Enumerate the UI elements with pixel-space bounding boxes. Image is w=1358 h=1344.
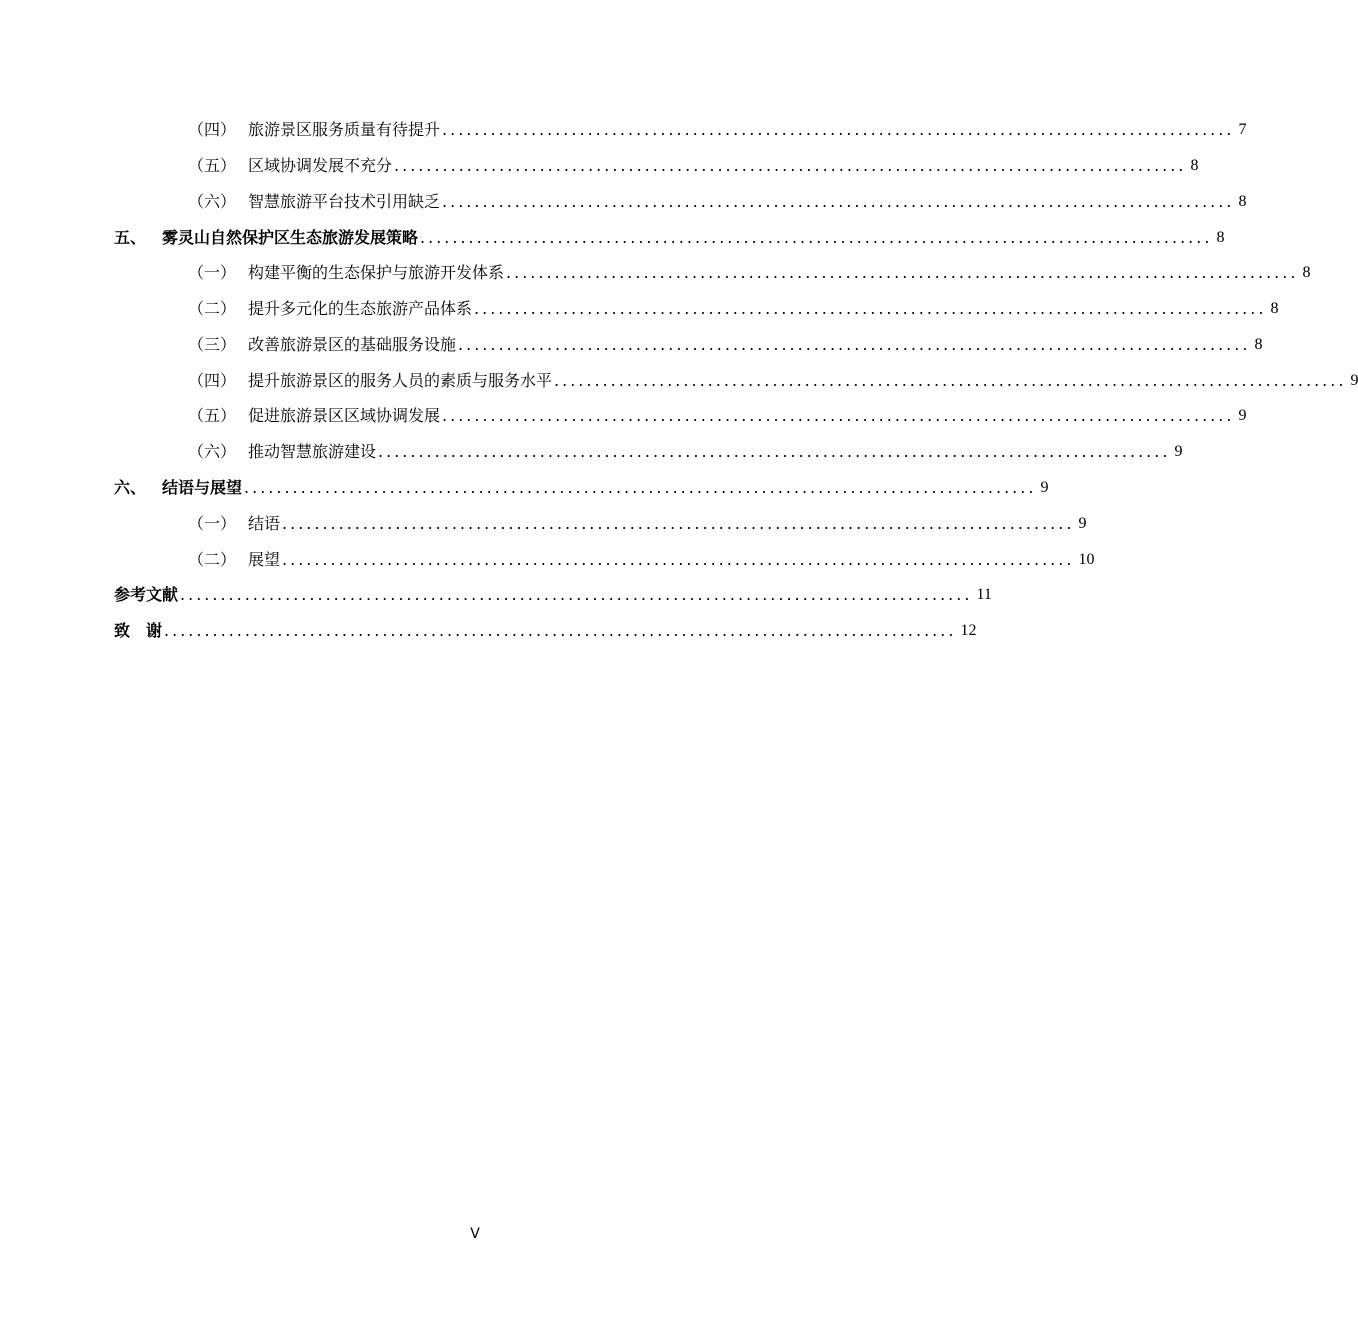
toc-dot-leader: ..................................................................................................: [554, 371, 1347, 390]
toc-entry[interactable]: [188, 510, 1087, 534]
toc-entry-page: 9: [1174, 443, 1183, 460]
toc-entry-title: 推动智慧旅游建设: [248, 442, 377, 461]
toc-dot-leader: ..................................................................................................: [164, 621, 957, 640]
toc-entry-page: 9: [1350, 372, 1358, 389]
toc-dot-leader: ..................................................................................................: [442, 406, 1235, 425]
toc-entry[interactable]: [188, 295, 1279, 319]
toc-entry[interactable]: [114, 617, 977, 641]
toc-entry-number: （四）: [188, 120, 237, 139]
toc-entry-title: 提升旅游景区的服务人员的素质与服务水平: [248, 371, 553, 390]
toc-entry-page: 12: [960, 622, 977, 639]
toc-entry-number: （二）: [188, 299, 237, 318]
toc-entry-number: （一）: [188, 263, 237, 282]
toc-entry-number: （六）: [188, 442, 237, 461]
toc-dot-leader: ..................................................................................................: [394, 156, 1187, 175]
toc-entry[interactable]: [114, 581, 992, 605]
toc-dot-leader: ..................................................................................................: [442, 120, 1235, 139]
toc-entry-page: 9: [1078, 515, 1087, 532]
toc-entry-title: 构建平衡的生态保护与旅游开发体系: [248, 263, 505, 282]
toc-entry-title: 雾灵山自然保护区生态旅游发展策略: [162, 228, 419, 247]
toc-entry-number: 六、: [114, 478, 147, 497]
toc-entry-title: 促进旅游景区区域协调发展: [248, 406, 441, 425]
toc-entry-number: （一）: [188, 514, 237, 533]
toc-entry-number: （二）: [188, 550, 237, 569]
toc-entry[interactable]: [114, 224, 1225, 248]
toc-dot-leader: ..................................................................................................: [244, 478, 1037, 497]
toc-entry-page: 8: [1254, 336, 1263, 353]
toc-entry-number: （五）: [188, 406, 237, 425]
toc-entry[interactable]: [188, 402, 1247, 426]
toc-dot-leader: ..................................................................................................: [474, 299, 1267, 318]
toc-dot-leader: ..................................................................................................: [282, 514, 1075, 533]
toc-dot-leader: ..................................................................................................: [180, 585, 973, 604]
toc-dot-leader: ..................................................................................................: [442, 192, 1235, 211]
toc-entry-title: 提升多元化的生态旅游产品体系: [248, 299, 473, 318]
toc-dot-leader: ..................................................................................................: [458, 335, 1251, 354]
toc-entry-number: （五）: [188, 156, 237, 175]
toc-entry-number: （三）: [188, 335, 237, 354]
toc-entry-page: 7: [1238, 121, 1247, 138]
toc-entry-number: （四）: [188, 371, 237, 390]
toc-entry[interactable]: [114, 474, 1049, 498]
toc-entry-page: 9: [1238, 407, 1247, 424]
toc-entry[interactable]: [188, 152, 1199, 176]
toc-entry-page: 11: [976, 586, 992, 603]
page-number-footer: V: [470, 1226, 480, 1242]
toc-entry[interactable]: [188, 546, 1095, 570]
toc-entry-title: 结语与展望: [162, 478, 243, 497]
toc-dot-leader: ..................................................................................................: [378, 442, 1171, 461]
toc-entry-title: 区域协调发展不充分: [248, 156, 393, 175]
toc-entry-title: 智慧旅游平台技术引用缺乏: [248, 192, 441, 211]
toc-entry-title: 改善旅游景区的基础服务设施: [248, 335, 457, 354]
toc-dot-leader: ..................................................................................................: [282, 550, 1075, 569]
toc-entry[interactable]: [188, 116, 1247, 140]
toc-dot-leader: ..................................................................................................: [420, 228, 1213, 247]
toc-entry[interactable]: [188, 188, 1247, 212]
toc-entry-title: 参考文献: [114, 585, 179, 604]
toc-entry-page: 10: [1078, 551, 1095, 568]
toc-entry-title: 结语: [248, 514, 281, 533]
toc-entry-page: 8: [1190, 157, 1199, 174]
toc-entry-title: 旅游景区服务质量有待提升: [248, 120, 441, 139]
toc-entry-page: 8: [1302, 264, 1311, 281]
toc-entry-page: 8: [1270, 300, 1279, 317]
toc-dot-leader: ..................................................................................................: [506, 263, 1299, 282]
toc-entry[interactable]: [188, 438, 1183, 462]
toc-entry-page: 8: [1216, 229, 1225, 246]
toc-entry[interactable]: [188, 331, 1263, 355]
toc-entry-page: 9: [1040, 479, 1049, 496]
toc-entry-number: （六）: [188, 192, 237, 211]
toc-entry-title: 展望: [248, 550, 281, 569]
toc-entry[interactable]: [188, 259, 1311, 283]
toc-entry[interactable]: [188, 367, 1358, 391]
toc-entry-number: 五、: [114, 228, 147, 247]
toc-entry-title: 致 谢: [114, 621, 163, 640]
toc-entry-page: 8: [1238, 193, 1247, 210]
